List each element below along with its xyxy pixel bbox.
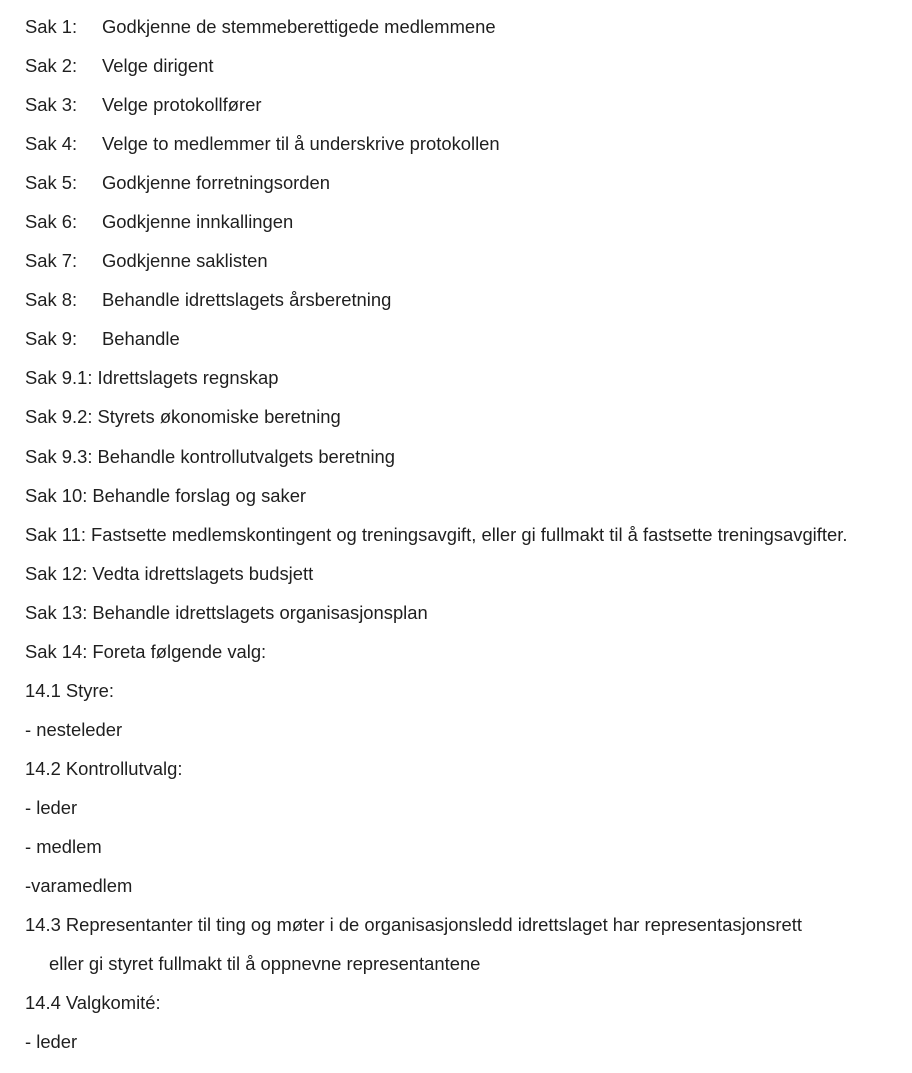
agenda-item-text: Foreta følgende valg: [92,640,267,662]
agenda-item-text: Velge dirigent [102,55,214,77]
subsection-heading: 14.1 Styre: [25,679,114,701]
subsection-14-2 [25,756,910,795]
agenda-list [25,14,910,1068]
agenda-item-text: Behandle [102,328,180,350]
agenda-item-number: Sak 10: [25,484,88,506]
agenda-item-sak-5 [25,170,910,209]
agenda-item-text: Vedta idrettslagets budsjett [92,562,314,584]
subsection-heading: 14.3 Representanter til ting og møter i de organisasjonsledd idrettslaget har representasjonsrett [25,914,802,936]
subsection-14-3-continuation [25,951,910,990]
agenda-item-number: Sak 14: [25,640,88,662]
agenda-item-number: Sak 11: [25,523,86,545]
agenda-item-text: Idrettslagets regnskap [97,367,279,389]
subsection-14-4-item [25,1029,910,1068]
agenda-item-sak-7 [25,248,910,287]
agenda-item-text: Godkjenne de stemmeberettigede medlemmene [102,16,496,37]
agenda-item-sak-4 [25,131,910,170]
agenda-item-text: Velge protokollfører [102,94,262,116]
agenda-item-text: Styrets økonomiske beretning [97,406,341,428]
agenda-item-number: Sak 12: [25,562,88,584]
agenda-item-number: Sak 7: [25,250,78,272]
agenda-item-sak-12 [25,561,910,600]
agenda-item-text: Fastsette medlemskontingent og treningsavgift, eller gi fullmakt til å fastsette treningsavgifter. [91,523,848,545]
agenda-item-number: Sak 6: [25,211,78,233]
agenda-item-sak-9-3 [25,444,910,483]
role-item: -varamedlem [25,875,133,897]
agenda-item-sak-6 [25,209,910,248]
agenda-item-sak-11 [25,522,910,561]
subsection-14-2-item [25,795,910,834]
agenda-item-sak-13 [25,600,910,639]
agenda-item-text: Godkjenne forretningsorden [102,172,330,194]
continuation-text: eller gi styret fullmakt til å oppnevne representantene [49,953,481,975]
agenda-item-number: Sak 4: [25,133,78,155]
agenda-item-number: Sak 9: [25,328,78,350]
subsection-14-1 [25,678,910,717]
agenda-item-sak-9-2 [25,404,910,443]
agenda-item-number: Sak 9.3: [25,445,93,467]
agenda-item-sak-3 [25,92,910,131]
agenda-item-sak-8 [25,287,910,326]
agenda-item-text: Velge to medlemmer til å underskrive protokollen [102,133,500,155]
agenda-item-number: Sak 1: [25,16,78,37]
agenda-item-sak-9 [25,326,910,365]
agenda-item-number: Sak 8: [25,289,78,311]
agenda-item-text: Godkjenne innkallingen [102,211,294,233]
agenda-item-text: Godkjenne saklisten [102,250,268,272]
subsection-14-2-item [25,873,910,912]
agenda-item-number: Sak 2: [25,55,78,77]
subsection-heading: 14.2 Kontrollutvalg: [25,757,183,779]
agenda-item-sak-1 [25,14,910,53]
role-item: - nesteleder [25,718,123,740]
subsection-14-2-item [25,834,910,873]
agenda-item-number: Sak 9.2: [25,406,93,428]
subsection-14-1-item [25,717,910,756]
agenda-item-sak-9-1 [25,365,910,404]
agenda-item-number: Sak 13: [25,601,88,623]
agenda-item-text: Behandle idrettslagets årsberetning [102,289,392,311]
agenda-item-text: Behandle forslag og saker [92,484,307,506]
role-item: - leder [25,796,78,818]
role-item: - leder [25,1031,78,1053]
subsection-heading: 14.4 Valgkomité: [25,992,161,1014]
agenda-item-number: Sak 3: [25,94,78,116]
agenda-item-number: Sak 5: [25,172,78,194]
agenda-item-number: Sak 9.1: [25,367,93,389]
agenda-item-sak-10 [25,483,910,522]
agenda-item-sak-14 [25,639,910,678]
subsection-14-3 [25,912,910,951]
agenda-item-text: Behandle idrettslagets organisasjonsplan [92,601,428,623]
subsection-14-4 [25,990,910,1029]
agenda-item-sak-2 [25,53,910,92]
role-item: - medlem [25,835,102,857]
agenda-item-text: Behandle kontrollutvalgets beretning [97,445,396,467]
